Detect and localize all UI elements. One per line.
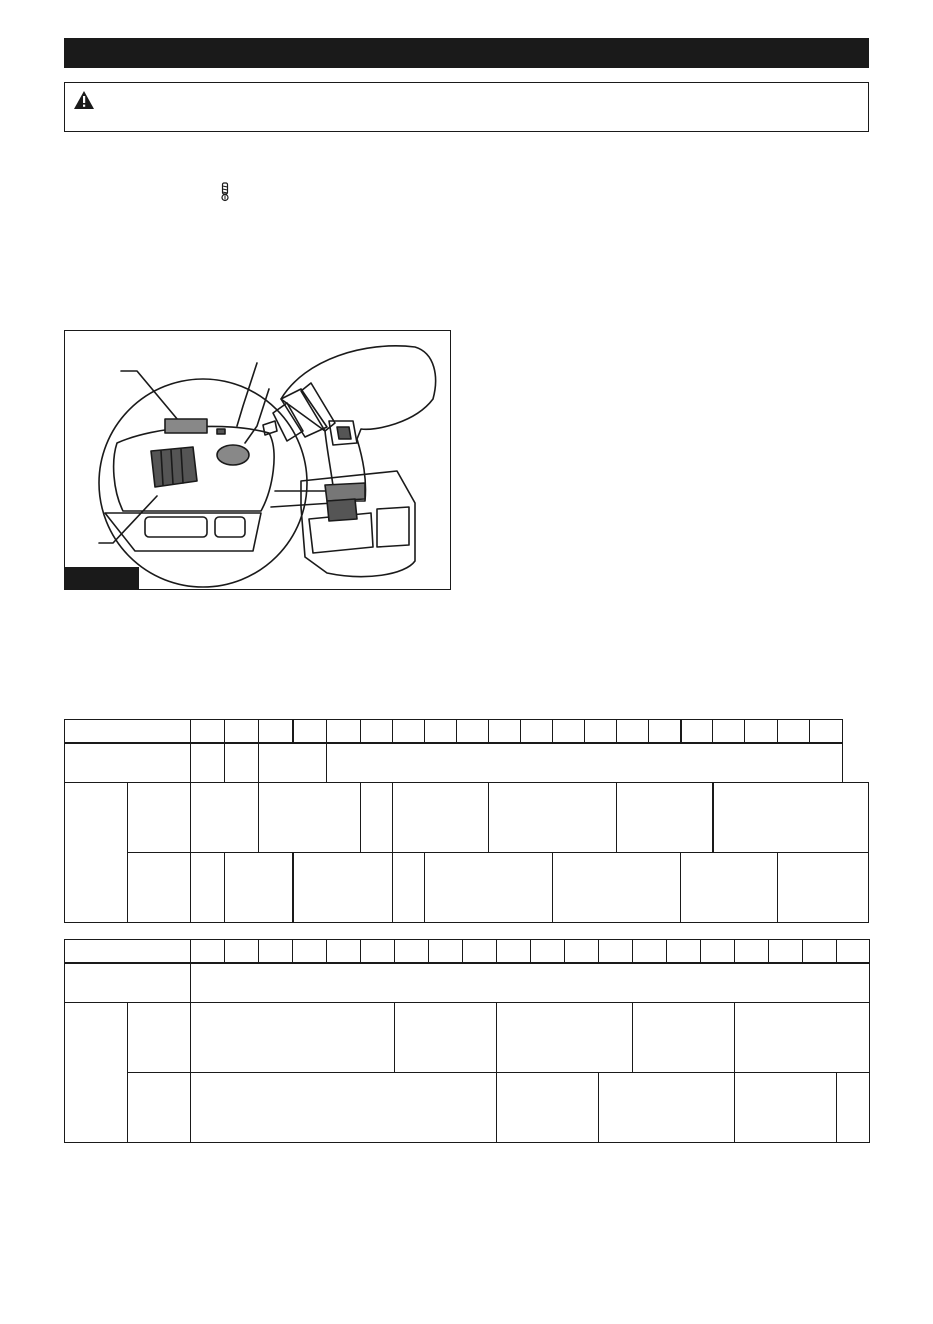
table-cell xyxy=(463,940,497,963)
table-cell xyxy=(489,783,617,853)
leader-line-indicator xyxy=(237,363,257,426)
setting-table-2 xyxy=(64,939,870,1143)
table-cell xyxy=(810,720,843,743)
table-cell xyxy=(425,720,457,743)
table-cell xyxy=(259,743,327,783)
table-cell xyxy=(837,1073,870,1143)
table-cell xyxy=(778,720,810,743)
table-cell xyxy=(259,720,293,743)
table-cell xyxy=(745,720,778,743)
table-cell xyxy=(65,1003,128,1143)
table-cell xyxy=(599,940,633,963)
table-cell xyxy=(191,940,225,963)
table-cell xyxy=(361,940,395,963)
table-cell xyxy=(191,963,870,1003)
table-header-row xyxy=(65,720,869,743)
table-cell xyxy=(259,783,361,853)
table-row xyxy=(65,743,869,783)
table-cell xyxy=(497,1003,633,1073)
table-cell xyxy=(395,940,429,963)
table-cell xyxy=(191,1073,497,1143)
table-cell xyxy=(633,940,667,963)
table-cell xyxy=(259,940,293,963)
table-cell xyxy=(191,853,225,923)
table-cell xyxy=(361,720,393,743)
table-cell xyxy=(429,940,463,963)
table-cell xyxy=(327,743,843,783)
table-cell xyxy=(65,783,128,923)
table-cell xyxy=(327,720,361,743)
leader-line-dial xyxy=(99,496,157,543)
table-cell xyxy=(553,853,681,923)
table-row xyxy=(65,1003,870,1073)
table-row xyxy=(65,853,869,923)
table-cell xyxy=(128,783,191,853)
screw-icon xyxy=(219,182,231,202)
table-cell xyxy=(191,720,225,743)
table-cell xyxy=(225,720,259,743)
speed-dial xyxy=(151,447,197,487)
table-cell xyxy=(361,783,393,853)
table-cell xyxy=(293,720,327,743)
table-cell xyxy=(803,940,837,963)
table-cell xyxy=(293,940,327,963)
section-title-bar xyxy=(64,38,869,68)
table-cell xyxy=(769,940,803,963)
table-cell xyxy=(191,1003,395,1073)
table-cell xyxy=(735,1073,837,1143)
table-cell xyxy=(65,963,191,1003)
table-cell xyxy=(553,720,585,743)
table-cell xyxy=(65,720,191,743)
table-cell xyxy=(393,853,425,923)
table-cell xyxy=(497,1073,599,1143)
table-cell xyxy=(617,720,649,743)
table-cell xyxy=(128,1003,191,1073)
table-cell xyxy=(735,1003,870,1073)
table-cell xyxy=(667,940,701,963)
table-cell xyxy=(649,720,681,743)
table-cell xyxy=(585,720,617,743)
table-cell xyxy=(191,743,225,783)
drill-illustration xyxy=(65,331,450,589)
table-row xyxy=(65,783,869,853)
table-cell xyxy=(701,940,735,963)
table-cell xyxy=(599,1073,735,1143)
table-cell xyxy=(837,940,870,963)
table-cell xyxy=(735,940,769,963)
table-cell xyxy=(489,720,521,743)
table-cell xyxy=(65,940,191,963)
table-cell xyxy=(457,720,489,743)
table-cell xyxy=(681,853,778,923)
table-cell xyxy=(128,1073,191,1143)
table-cell xyxy=(425,853,553,923)
table-cell xyxy=(713,783,869,853)
table-cell xyxy=(327,940,361,963)
drill-control-panel-figure xyxy=(64,330,451,590)
table-cell xyxy=(778,853,869,923)
table-cell xyxy=(497,940,531,963)
table-cell xyxy=(531,940,565,963)
table-row xyxy=(65,963,870,1003)
table-cell xyxy=(393,720,425,743)
table-cell xyxy=(681,720,713,743)
warning-box xyxy=(64,82,869,132)
table-cell xyxy=(617,783,713,853)
table-header-row xyxy=(65,940,870,963)
table-cell xyxy=(565,940,599,963)
setting-table-1 xyxy=(64,719,869,923)
table-cell xyxy=(128,853,191,923)
table-cell xyxy=(225,743,259,783)
leader-line-display xyxy=(121,371,183,426)
table-cell xyxy=(633,1003,735,1073)
figure-label xyxy=(65,567,139,589)
table-cell xyxy=(713,720,745,743)
table-cell xyxy=(293,853,393,923)
table-cell xyxy=(191,783,259,853)
table-cell xyxy=(65,743,191,783)
table-row xyxy=(65,1073,870,1143)
table-cell xyxy=(225,940,259,963)
table-cell xyxy=(521,720,553,743)
table-cell xyxy=(395,1003,497,1073)
table-cell xyxy=(225,853,293,923)
table-cell xyxy=(393,783,489,853)
warning-triangle-icon xyxy=(73,90,95,110)
